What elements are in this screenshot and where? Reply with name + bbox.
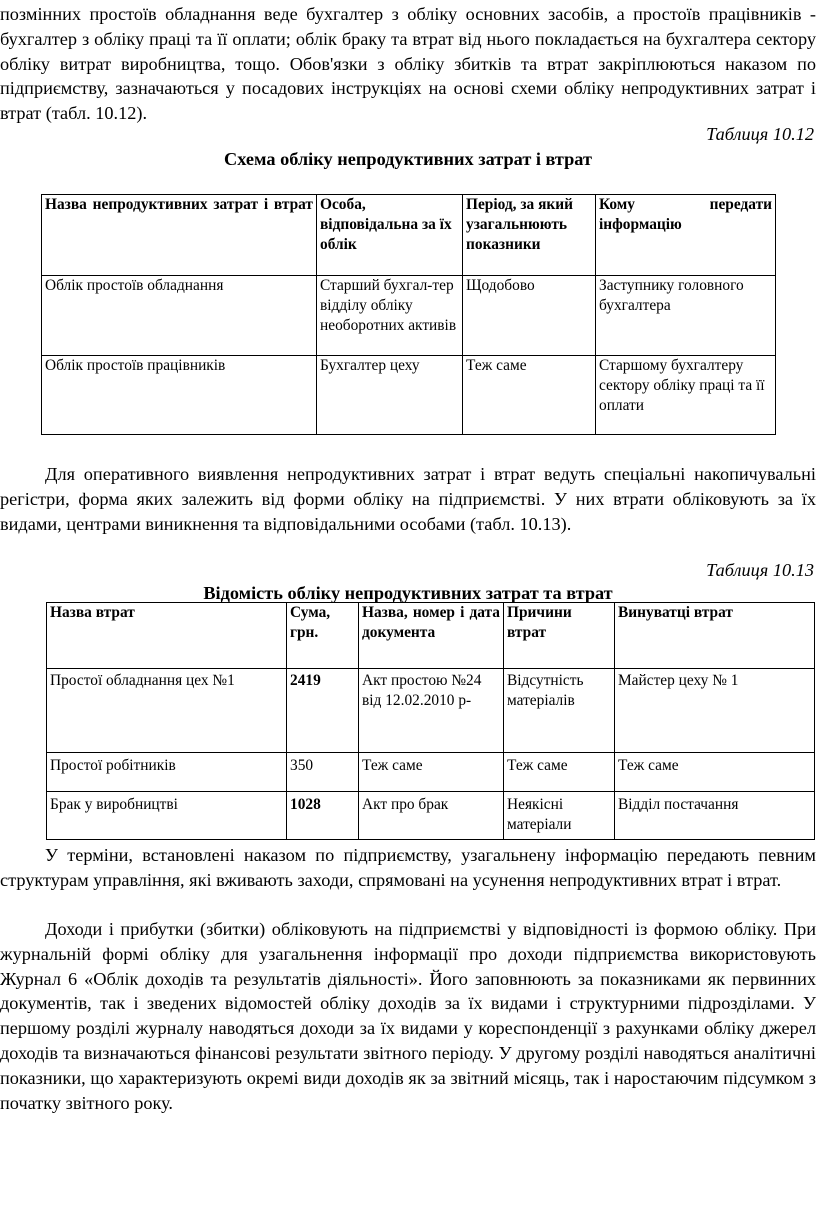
table-cell: Відсутність матеріалів [504,669,615,753]
header-cell: Причини втрат [504,603,615,669]
header-cell: Назва, номер і дата документа [359,603,504,669]
table-cell: Брак у виробництві [47,792,287,840]
table-cell: 350 [287,753,359,792]
header-cell: Назва непродуктивних затрат і втрат [42,195,317,276]
header-cell: Винуватці втрат [615,603,815,669]
table-cell: Акт простою №24 від 12.02.2010 р- [359,669,504,753]
table-cell: 2419 [287,669,359,753]
table-row [47,669,815,753]
header-cell: Назва втрат [47,603,287,669]
paragraph-4: Доходи і прибутки (збитки) обліковують на підприємстві у відповідності із формою обліку. При журнальній формі обліку для узагальнення інформації про доходи підприємства використовують Журнал 6 «Облік доходів та результатів діяльності». Його заповнюють за показниками як первинних документів, так і зведених відомостей обліку доходів за їх видами і структурними підрозділами. У першому розділі журналу наводяться доходи за їх видами у кореспонденції з рахунками обліку джерел доходів та визначаються фінансові результати звітного періоду. У другому розділі наводяться аналітичні показники, що характеризують окремі види доходів як за звітний місяць, так і наростаючим підсумком з початку звітного року. [0,919,816,1113]
table-cell: Теж саме [615,753,815,792]
header-cell: Період, за який узагальнюють показники [463,195,596,276]
table-cell: Облік простоїв обладнання [42,276,317,356]
header-cell: Особа, відповідальна за їх облік [317,195,463,276]
table-cell: Теж саме [359,753,504,792]
table-header-row [42,195,776,276]
table-cell: Теж саме [463,356,596,435]
table-cell: Майстер цеху № 1 [615,669,815,753]
table-cell: 1028 [287,792,359,840]
table-cell: Заступнику головного бухгалтера [596,276,776,356]
table-cell: Простої обладнання цех №1 [47,669,287,753]
table-10-12 [41,194,776,435]
table-cell: Старшому бухгалтеру сектору обліку праці та її оплати [596,356,776,435]
table-10-13-label: Таблиця 10.13 [706,560,814,580]
table-row [47,753,815,792]
paragraph-1: позмінних простоїв обладнання веде бухгалтер з обліку основних засобів, а простоїв працівників - бухгалтер з обліку праці та її оплати; облік браку та втрат від нього покладається на бухгалтера сектору обліку витрат виробництва, тощо. Обов'язки з обліку збитків та втрат закріплюються наказом по підприємству, зазначаються у посадових інструкціях на основі схеми обліку непродуктивних затрат і втрат (табл. 10.12). [0,4,816,124]
table-cell: Бухгалтер цеху [317,356,463,435]
header-cell: Кому передати інформацію [596,195,776,276]
table-cell: Теж саме [504,753,615,792]
table-10-13-title: Відомість обліку непродуктивних затрат та втрат [203,583,613,603]
table-cell: Облік простоїв працівників [42,356,317,435]
table-cell: Простої робітників [47,753,287,792]
table-10-13 [46,602,815,840]
table-cell: Відділ постачання [615,792,815,840]
table-cell: Акт про брак [359,792,504,840]
table-cell: Неякісні матеріали [504,792,615,840]
paragraph-3: У терміни, встановлені наказом по підприємству, узагальнену інформацію передають певним структурам управління, які вживають заходи, спрямовані на усунення непродуктивних втрат і втрат. [0,845,816,890]
table-row [42,356,776,435]
table-10-12-title: Схема обліку непродуктивних затрат і втрат [224,149,592,169]
header-cell: Сума, грн. [287,603,359,669]
table-header-row [47,603,815,669]
table-row [47,792,815,840]
table-10-12-label: Таблиця 10.12 [706,124,814,144]
table-cell: Старший бухгал-тер відділу обліку необоротних активів [317,276,463,356]
table-cell: Щодобово [463,276,596,356]
table-row [42,276,776,356]
paragraph-2: Для оперативного виявлення непродуктивних затрат і втрат ведуть спеціальні накопичувальні регістри, форма яких залежить від форми обліку на підприємстві. У них втрати обліковують за їх видами, центрами виникнення та відповідальними особами (табл. 10.13). [0,464,816,534]
